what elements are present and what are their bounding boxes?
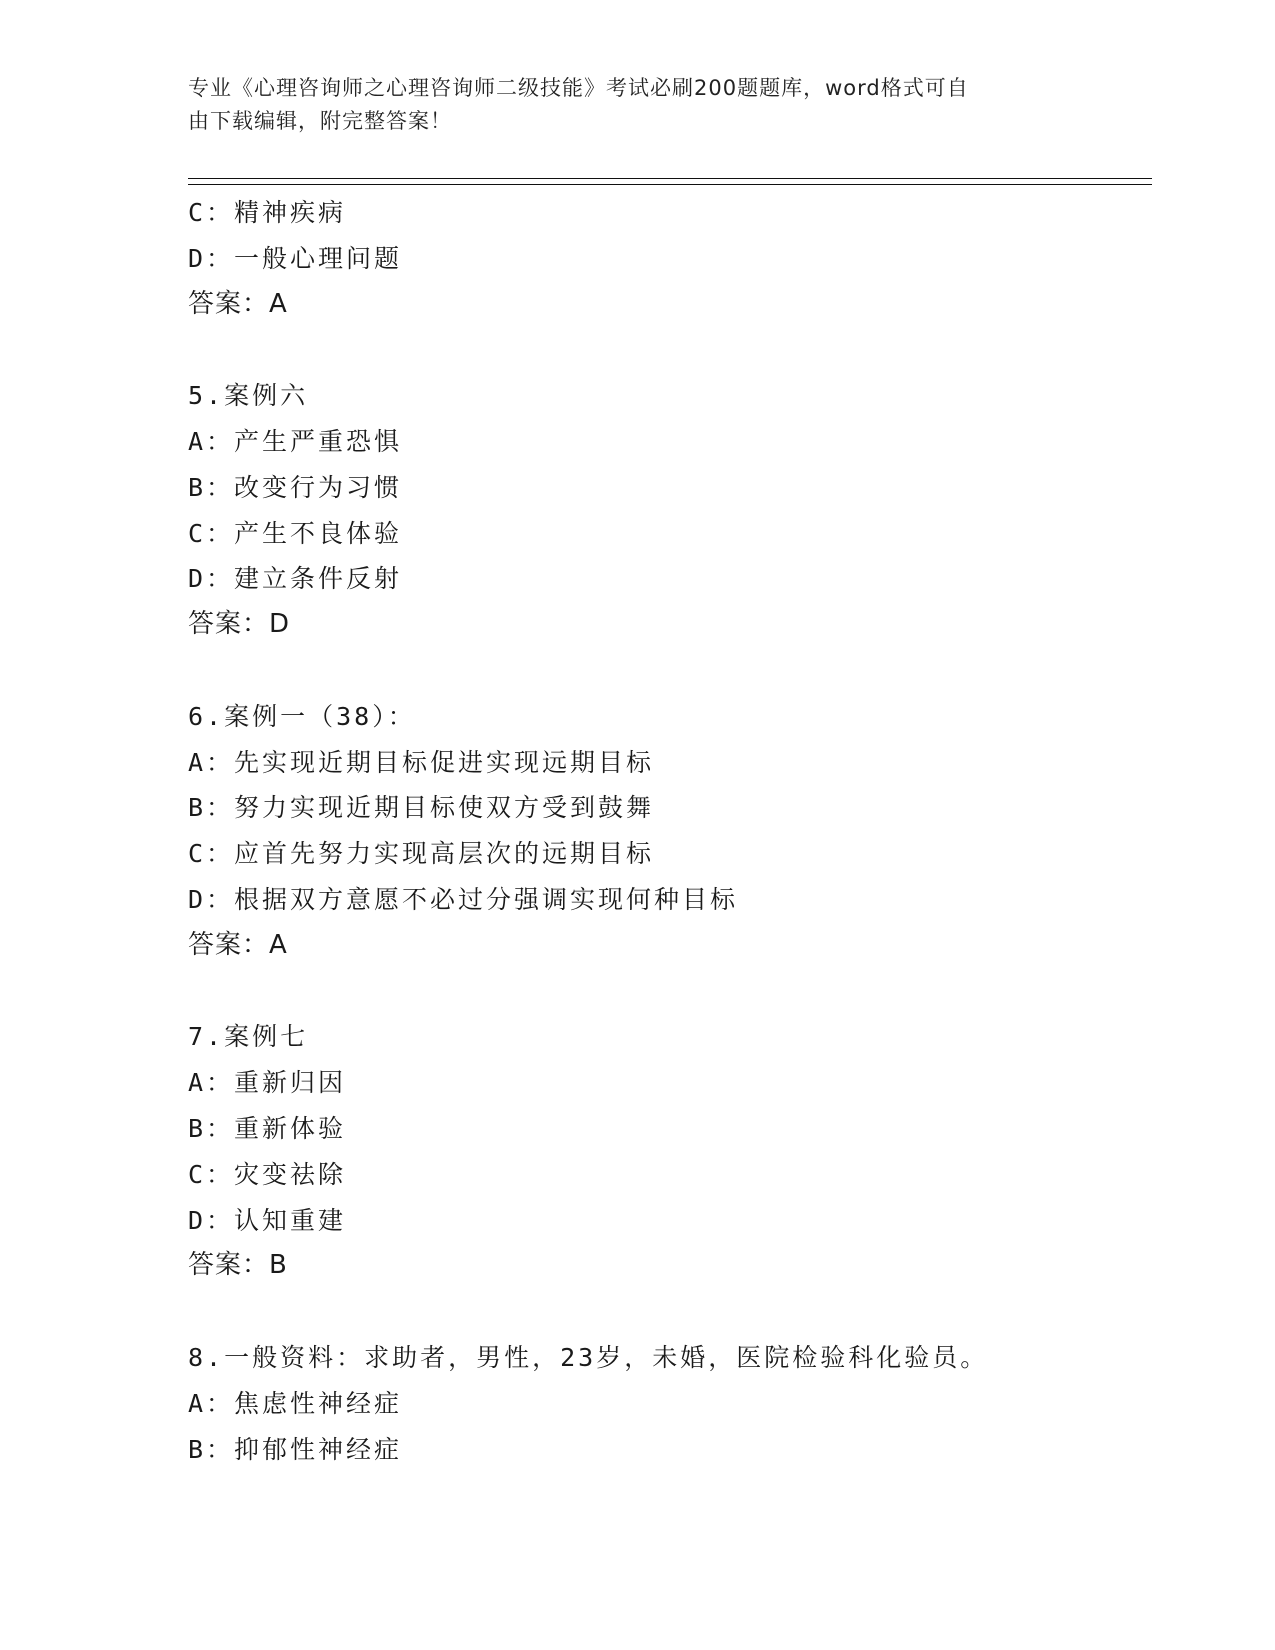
question-7 bbox=[188, 1014, 1148, 1289]
header-divider-bottom bbox=[188, 184, 1152, 185]
option-c: C：灾变祛除 bbox=[188, 1159, 347, 1189]
option-a: A：焦虑性神经症 bbox=[188, 1388, 403, 1418]
question-list bbox=[188, 190, 1148, 1472]
option-a: A：先实现近期目标促进实现远期目标 bbox=[188, 747, 655, 777]
answer-line: 答案：A bbox=[188, 288, 288, 319]
option-d: D：认知重建 bbox=[188, 1205, 347, 1235]
document-header bbox=[188, 72, 1068, 138]
question-title: 7.案例七 bbox=[188, 1022, 309, 1052]
question-5 bbox=[188, 373, 1148, 648]
option-a: A：产生严重恐惧 bbox=[188, 426, 403, 456]
option-b: B：努力实现近期目标使双方受到鼓舞 bbox=[188, 793, 655, 823]
answer-line: 答案：A bbox=[188, 929, 288, 960]
spacer bbox=[188, 1289, 1148, 1335]
option-a: A：重新归因 bbox=[188, 1068, 347, 1098]
answer-line: 答案：D bbox=[188, 609, 291, 640]
option-b: B：重新体验 bbox=[188, 1113, 347, 1143]
question-title: 8.一般资料：求助者，男性，23岁，未婚，医院检验科化验员。 bbox=[188, 1342, 989, 1372]
header-line-2: 由下载编辑，附完整答案！ bbox=[188, 109, 452, 133]
option-b: B：改变行为习惯 bbox=[188, 472, 403, 502]
option-d: D：根据双方意愿不必过分强调实现何种目标 bbox=[188, 884, 739, 914]
header-divider-top bbox=[188, 178, 1152, 179]
question-title: 6.案例一（38）： bbox=[188, 701, 416, 731]
option-c: C：产生不良体验 bbox=[188, 518, 403, 548]
spacer bbox=[188, 327, 1148, 373]
option-c: C：精神疾病 bbox=[188, 198, 347, 227]
spacer bbox=[188, 969, 1148, 1015]
question-6 bbox=[188, 694, 1148, 969]
spacer bbox=[188, 648, 1148, 694]
option-b: B：抑郁性神经症 bbox=[188, 1434, 403, 1464]
option-d: D：建立条件反射 bbox=[188, 564, 403, 594]
header-line-1: 专业《心理咨询师之心理咨询师二级技能》考试必刷200题题库，word格式可自 bbox=[188, 76, 969, 100]
question-title: 5.案例六 bbox=[188, 381, 309, 411]
answer-line: 答案：B bbox=[188, 1250, 288, 1281]
question-4 bbox=[188, 190, 1148, 327]
option-d: D：一般心理问题 bbox=[188, 243, 403, 273]
question-8 bbox=[188, 1335, 1148, 1472]
option-c: C：应首先努力实现高层次的远期目标 bbox=[188, 839, 655, 869]
